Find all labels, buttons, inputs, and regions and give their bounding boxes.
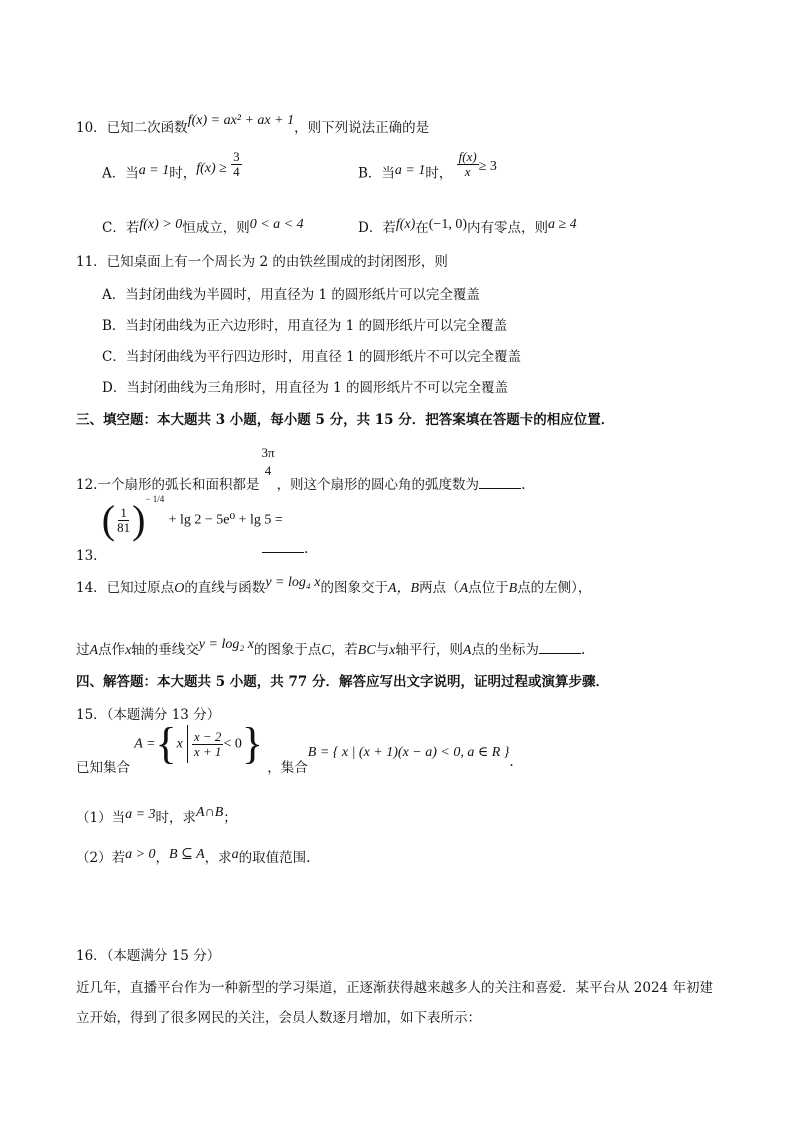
q16-title: 16．（本题满分 15 分） [76,948,221,964]
q15-p2-c: ，求 [204,850,232,866]
q14-mid4: 点位于 [468,580,509,596]
q10-func: f(x) = ax² + ax + 1 [187,113,295,128]
q12-answer-blank[interactable] [479,476,521,489]
q13-base-num: 1 [120,504,127,520]
q13-label: 13. [76,547,98,564]
q14-line2 [76,638,585,659]
q15-p1-cond: a = 3 [125,807,156,822]
q10-a-cond: a = 1 [138,162,170,178]
q15-known: 已知集合 [76,759,130,776]
q13-left-paren: ( [101,497,116,542]
q14-line1 [76,576,591,597]
q10-stem-tail: ，则下列说法正确的是 [294,120,430,136]
q13 [76,493,283,564]
q10-b-rhs: ≥ 3 [478,158,497,174]
q11-option-d: D．当封闭曲线为三角形时，用直径为 1 的圆形纸片不可以完全覆盖 [102,380,508,396]
q13-base-den: 81 [117,519,131,535]
q10-b-time: 时， [425,165,453,182]
q12-den: 4 [264,462,272,478]
q14-func2: y = log₂ x [198,637,254,652]
q10-stem-text: 10．已知二次函数 [76,120,188,136]
q13-right-paren: ) [132,497,146,542]
q10-a-label: A．当 [102,165,139,182]
q14-l2f: 与 [375,642,390,658]
q15-a-rbrace: } [241,719,263,768]
q14-ab: A，B [387,581,420,596]
q14-a3: A [462,643,472,658]
q15-a-den: x + 1 [193,743,222,759]
q11-stem: 11．已知桌面上有一个周长为 2 的由铁丝围成的封闭图形，则 [76,254,448,270]
q15-mid: ，集合 [267,759,308,776]
q15-p2-subset: B ⊆ A [169,847,205,862]
q14-stem: 14．已知过原点 [76,580,175,596]
q10-b-cond: a = 1 [394,162,426,178]
q14-bc: BC [357,643,376,658]
q14-b1: B [508,581,518,596]
q14-l2h: 点的坐标为 [471,642,539,658]
q15-p2-d: 的取值范围. [238,850,311,866]
q10-d-interval: (−1, 0) [428,217,467,232]
q10-b-label: B．当 [358,165,395,182]
q10-c-res: 0 < a < 4 [249,217,304,232]
q11-option-b: B．当封闭曲线为正六边形时，用直径为 1 的圆形纸片可以完全覆盖 [102,318,508,334]
q10-stem [76,113,430,137]
q13-answer [262,540,308,557]
q10-option-c [102,216,304,237]
q14-a1: A [459,581,469,596]
q14-l2c: 轴的垂线交 [131,642,199,658]
q15-p1-end: ； [223,810,237,826]
q15-p1-a: （1）当 [76,810,126,826]
q10-b-fraction [457,150,479,178]
q10-a-num: 3 [233,149,240,164]
q10-c-label: C．若 [102,220,140,236]
q10-b-den: x [464,163,471,179]
q15-title: 15．（本题满分 13 分） [76,707,221,723]
q10-a-time: 时， [169,165,197,182]
q12 [76,445,526,494]
q15-a-x: x [176,736,183,752]
q12-num: 3π [261,445,275,460]
q11-option-c: C．当封闭曲线为平行四边形时，用直径 1 的圆形纸片不可以完全覆盖 [102,349,522,365]
q14-mid5: 点的左侧）， [517,580,592,596]
q14-c: C [321,643,331,658]
q10-option-d [358,216,577,237]
q14-func1: y = log₄ x [265,575,321,590]
q15-a-fraction [192,730,224,758]
q10-d-res: a ≥ 4 [548,217,577,232]
q10-c-cond: f(x) > 0 [139,217,183,232]
q10-a-fraction [231,150,242,178]
q10-option-a [102,149,242,188]
q12-end: . [521,477,526,494]
q15-a-bar [187,725,188,763]
q15-end: . [509,753,514,770]
q11-option-a: A．当封闭曲线为半圆时，用直径为 1 的圆形纸片可以完全覆盖 [102,287,480,303]
q15-p2-var: a [231,847,239,862]
q13-end: . [304,541,309,557]
q13-rest: + lg 2 − 5e⁰ + lg 5 = [168,512,283,528]
q15-p2-a: （2）若 [76,850,126,866]
section3-header: 三、填空题：本大题共 3 小题，每小题 5 分，共 15 分．把答案填在答题卡的相应位置． [76,412,615,428]
section4-header: 四、解答题：本大题共 5 小题，共 77 分．解答应写出文字说明，证明过程或演算步骤． [76,674,609,690]
q15-sets [76,719,514,776]
q10-b-num: f(x) [458,149,477,164]
q15-a-num: x − 2 [193,728,222,744]
q12-tail: ，则这个扇形的圆心角的弧度数为 [276,477,480,494]
q15-p2-b: ， [155,850,170,866]
q14-mid3: 两点（ [419,580,460,596]
q14-answer-blank[interactable] [539,641,581,654]
q15-a-rhs: < 0 [223,736,242,752]
q14-l2g: 轴平行，则 [395,642,463,658]
q14-l2a: 过 [76,642,90,658]
q10-d-mid: 内有零点，则 [467,220,548,236]
q10-a-den: 4 [233,163,240,179]
q13-base-fraction [115,506,132,534]
q10-d-in: 在 [415,220,429,236]
q10-a-expr: f(x) ≥ [196,160,227,176]
q16-line1: 近几年，直播平台作为一种新型的学习渠道，正逐渐获得越来越多人的关注和喜爱．某平台从 2024 年初建 [76,980,713,996]
q14-end: . [580,642,586,658]
q14-mid2: 的图象交于 [320,580,388,596]
q15-set-a [134,719,263,768]
q10-d-f: f(x) [395,217,416,232]
q15-a-lbrace: { [155,719,177,768]
q15-p1-expr: A∩B [196,805,224,820]
q14-x1: x [125,643,132,658]
q12-fraction [259,446,276,477]
q15-part1 [76,806,237,827]
q15-p1-b: 时，求 [155,810,197,826]
q15-set-b: B = { x | (x + 1)(x − a) < 0, a ∈ R } [307,744,510,760]
q13-answer-blank[interactable] [262,540,304,553]
q14-a2: A [89,643,99,658]
q14-mid1: 的直线与函数 [184,580,266,596]
q14-o: O [174,581,185,596]
q10-d-label: D．若 [358,220,396,236]
q12-stem: 12.一个扇形的弧长和面积都是 [76,477,260,494]
q10-option-b [358,149,497,188]
q15-a-lhs: A = [134,736,156,752]
q13-exponent: − 1/4 [145,493,165,504]
q16-line2: 立开始，得到了很多网民的关注，会员人数逐月增加，如下表所示： [76,1010,481,1026]
q15-p2-cond: a > 0 [125,847,156,862]
q14-l2d: 的图象于点 [253,642,322,658]
q14-x2: x [389,643,396,658]
q14-l2b: 点作 [98,642,126,658]
q15-part2 [76,846,310,867]
q14-l2e: ，若 [330,642,358,658]
q10-c-mid: 恒成立，则 [182,220,250,236]
